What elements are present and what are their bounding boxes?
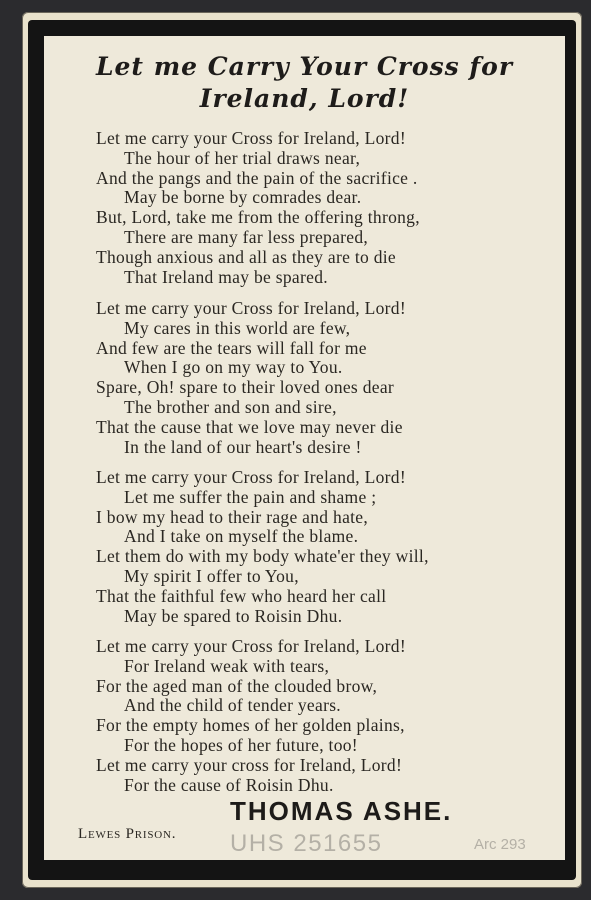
archive-stamp: UHS 251655 [230, 830, 383, 857]
poem-line: For the hopes of her future, too! [124, 735, 358, 755]
poem-line: There are many far less prepared, [124, 227, 369, 247]
poem-line: May be spared to Roisin Dhu. [124, 605, 343, 626]
poem-line: My cares in this world are few, [124, 317, 351, 338]
poem-line: For the empty homes of her golden plains, [96, 715, 405, 736]
poem-line: Though anxious and all as they are to die [96, 246, 396, 267]
poem-line: For Ireland weak with tears, [124, 655, 330, 676]
poem-title-line-2: Ireland, Lord! [199, 84, 410, 113]
poem-line: And the pangs and the pain of the sacrifice . [96, 167, 418, 188]
poem-line: And few are the tears will fall for me [96, 337, 367, 358]
poem-line: That Ireland may be spared. [124, 266, 328, 287]
card-content [44, 36, 565, 860]
poem-line: Let them do with my body whate'er they will, [96, 546, 429, 567]
poem-line: When I go on my way to You. [124, 357, 343, 378]
poem-line: Let me carry your Cross for Ireland, Lord! [96, 298, 406, 318]
poem-line: May be borne by comrades dear. [124, 187, 362, 208]
poem-line: The hour of her trial draws near, [124, 147, 361, 168]
poem-line: Let me carry your Cross for Ireland, Lord! [96, 128, 406, 148]
poem-line: For the aged man of the clouded brow, [96, 675, 378, 696]
poem-line: But, Lord, take me from the offering throng, [96, 207, 420, 228]
poem-line: And I take on myself the blame. [124, 526, 359, 547]
poem-line: I bow my head to their rage and hate, [96, 506, 369, 527]
poem-line: Let me carry your Cross for Ireland, Lord! [96, 467, 406, 487]
poem-line: And the child of tender years. [124, 695, 341, 716]
poem-line: That the cause that we love may never die [96, 416, 403, 437]
poem-line: For the cause of Roisin Dhu. [124, 774, 334, 795]
poem-title-line-1: Let me Carry Your Cross for [95, 52, 514, 81]
poem-line: Let me suffer the pain and shame ; [124, 486, 377, 507]
poem-line: Let me carry your cross for Ireland, Lord! [96, 754, 403, 775]
poem-line: In the land of our heart's desire ! [124, 436, 362, 457]
poem-line: My spirit I offer to You, [124, 566, 299, 586]
poem-line: Spare, Oh! spare to their loved ones dear [96, 377, 395, 398]
archive-reference: Arc 293 [474, 836, 526, 853]
place-of-writing: Lewes Prison. [78, 826, 177, 842]
poem-line: Let me carry your Cross for Ireland, Lord! [96, 636, 406, 656]
author-name: THOMAS ASHE. [230, 796, 453, 826]
poem-line: That the faithful few who heard her call [96, 585, 387, 606]
poem-line: The brother and son and sire, [124, 397, 337, 417]
